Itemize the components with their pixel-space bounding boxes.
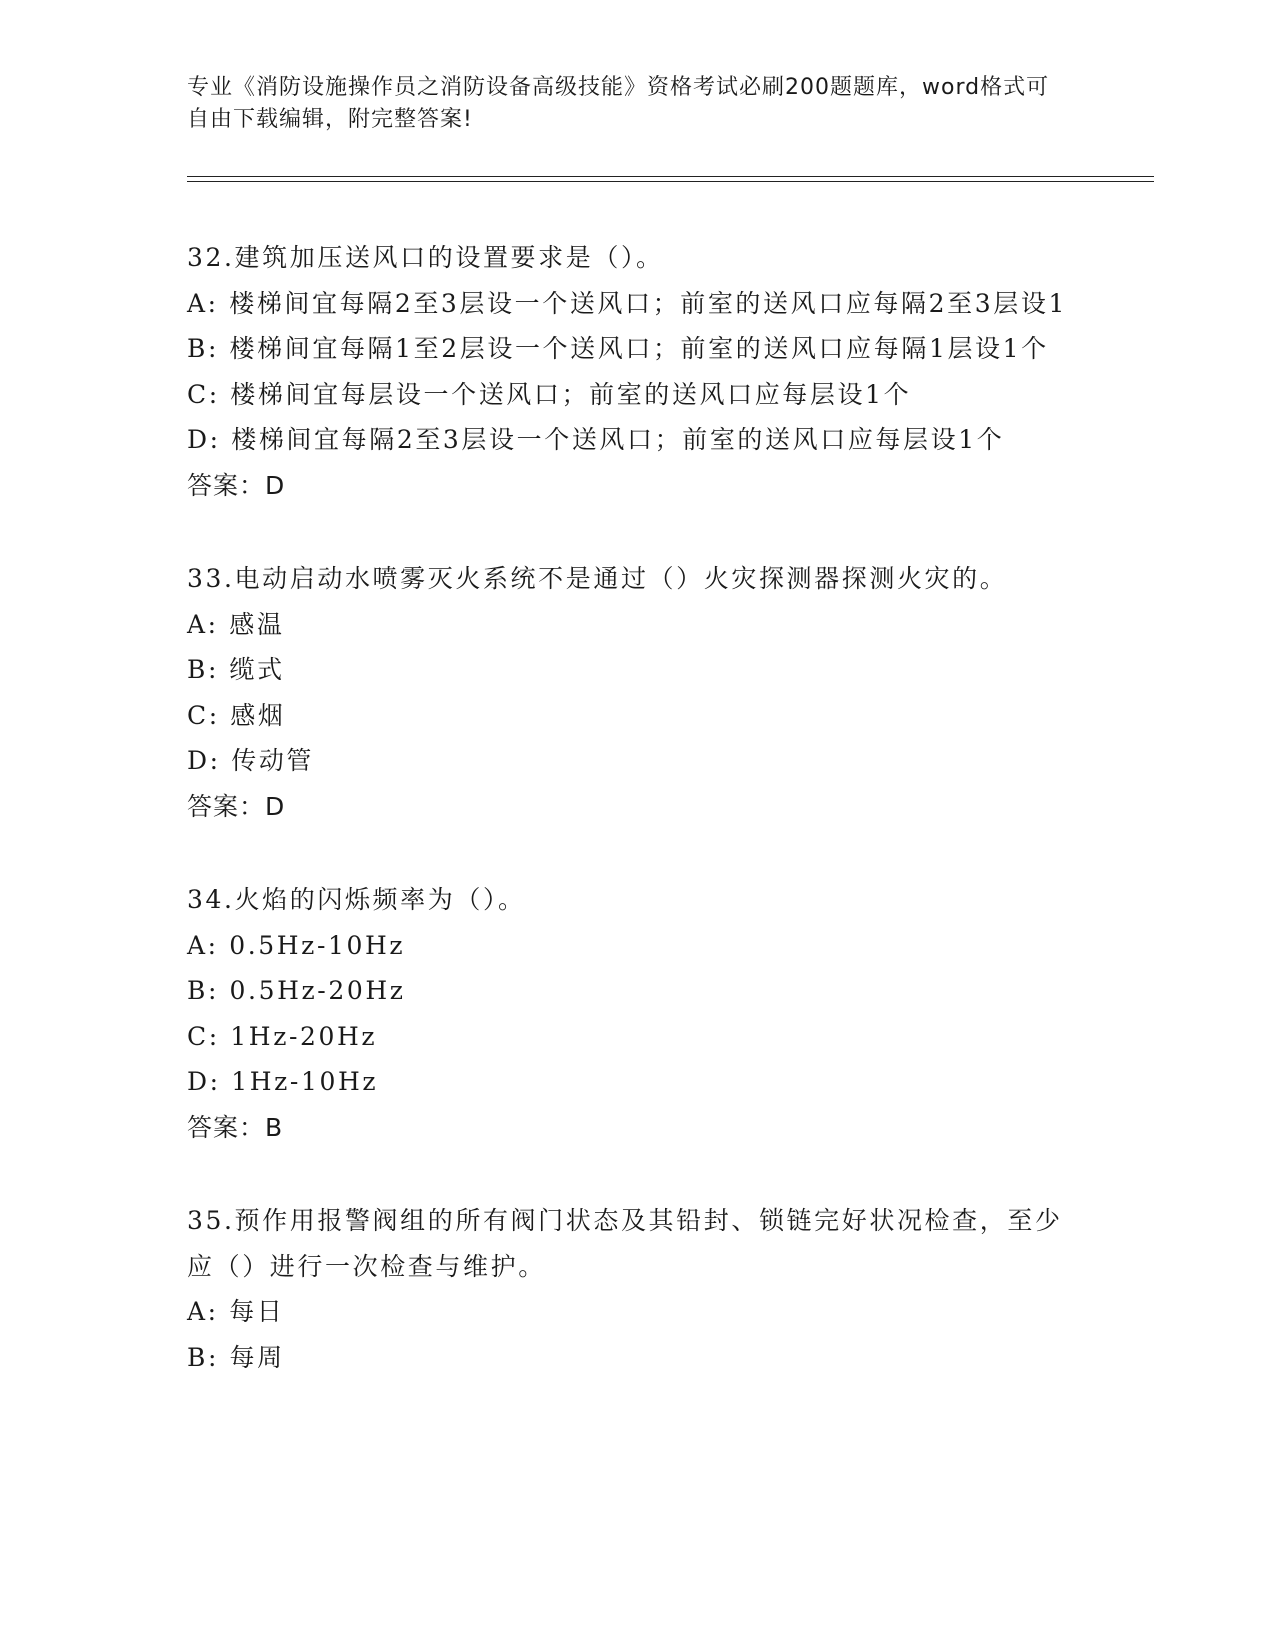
document-header: 专业《消防设施操作员之消防设备高级技能》资格考试必刷200题题库，word格式可自由下载编辑，附完整答案! <box>187 75 1050 132</box>
option-b: B: 每周 <box>187 1342 285 1372</box>
option-a: A: 感温 <box>187 609 285 639</box>
option-a: A: 楼梯间宜每隔2至3层设一个送风口；前室的送风口应每隔2至3层设1 <box>187 288 1067 318</box>
option-c: C: 楼梯间宜每层设一个送风口；前室的送风口应每层设1个 <box>187 379 912 409</box>
question-stem: 33.电动启动水喷雾灭火系统不是通过（）火灾探测器探测火灾的。 <box>187 564 1008 593</box>
answer-label: 答案：D <box>187 470 286 500</box>
header-divider-bottom <box>187 181 1154 182</box>
question-list <box>187 235 1077 1428</box>
header-divider-top <box>187 176 1154 177</box>
option-c: C: 1Hz-20Hz <box>187 1021 378 1051</box>
question-34 <box>187 877 1077 1150</box>
option-b: B: 楼梯间宜每隔1至2层设一个送风口；前室的送风口应每隔1层设1个 <box>187 334 1049 363</box>
answer-label: 答案：B <box>187 1112 284 1142</box>
question-stem: 35.预作用报警阀组的所有阀门状态及其铅封、锁链完好状况检查，至少应（）进行一次检查与维护。 <box>187 1206 1063 1281</box>
option-d: D: 传动管 <box>187 746 315 775</box>
question-stem: 32.建筑加压送风口的设置要求是（）。 <box>187 243 664 272</box>
question-35 <box>187 1198 1077 1380</box>
question-32 <box>187 235 1077 508</box>
question-stem: 34.火焰的闪烁频率为（）。 <box>187 885 526 914</box>
option-d: D: 1Hz-10Hz <box>187 1067 379 1096</box>
answer-label: 答案：D <box>187 791 286 821</box>
question-33 <box>187 556 1077 829</box>
option-b: B: 缆式 <box>187 655 285 684</box>
option-a: A: 每日 <box>187 1297 285 1326</box>
option-c: C: 感烟 <box>187 700 286 730</box>
option-b: B: 0.5Hz-20Hz <box>187 976 406 1005</box>
option-a: A: 0.5Hz-10Hz <box>187 930 406 960</box>
option-d: D: 楼梯间宜每隔2至3层设一个送风口；前室的送风口应每层设1个 <box>187 425 1005 454</box>
